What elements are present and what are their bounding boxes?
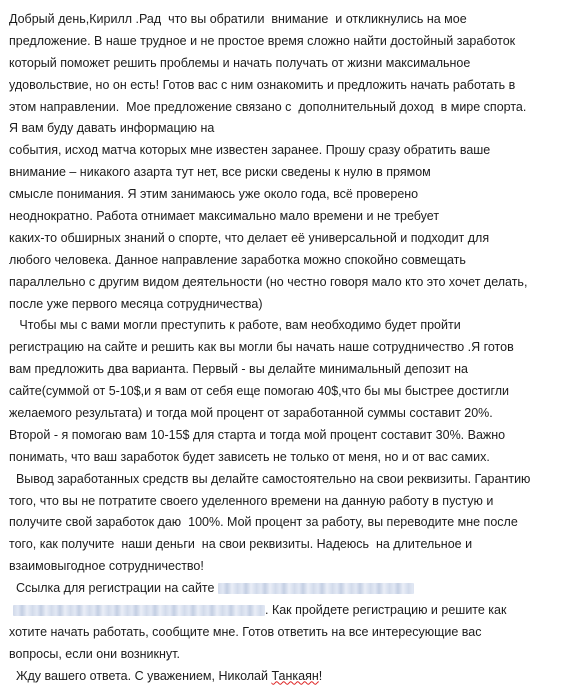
message-line: смысле понимания. Я этим занимаюсь уже около года, всё проверено <box>9 187 419 202</box>
message-line: параллельно с другим видом деятельности (но честно говоря мало кто это хочет делать, <box>9 274 528 289</box>
message-line: неоднократно. Работа отнимает максимально мало времени и не требует <box>9 209 440 224</box>
message-line: вопросы, если они возникнут. <box>9 646 180 661</box>
message-text: . Как пройдете регистрацию и решите как <box>265 603 507 618</box>
message-line: Добрый день,Кирилл .Рад что вы обратили внимание и откликнулись на мое <box>9 12 467 26</box>
redacted-link[interactable] <box>13 605 265 616</box>
message-line: вам предложить два варианта. Первый - вы делайте минимальный депозит на <box>9 362 468 377</box>
link-line-continued <box>9 600 555 622</box>
message-line: после уже первого месяца сотрудничества) <box>9 296 263 311</box>
closing-punct: ! <box>318 668 323 683</box>
message-line: регистрацию на сайте и решить как вы могли бы начать наше сотрудничество .Я готов <box>9 340 514 355</box>
message-line: хотите начать работать, сообщите мне. Готов ответить на все интересующие вас <box>9 624 482 639</box>
message-line: любого человека. Данное направление заработка можно спокойно совмещать <box>9 252 466 267</box>
message-line: получите свой заработок даю 100%. Мой процент за работу, вы переводите мне после <box>9 515 518 530</box>
message-line: предложение. В наше трудное и не простое время сложно найти достойный заработок <box>9 33 516 48</box>
message-line: Чтобы мы с вами могли преступить к работе, вам необходимо будет пройти <box>9 318 461 333</box>
message-line: Я вам буду давать информацию на <box>9 121 215 136</box>
signature-name: Танкаян <box>271 668 319 683</box>
message-line: взаимовыгодное сотрудничество! <box>9 559 204 574</box>
link-label: Ссылка для регистрации на сайте <box>9 581 215 596</box>
message-line: который поможет решить проблемы и начать получать от жизни максимальное <box>9 55 471 70</box>
message-line: события, исход матча которых мне известен заранее. Прошу сразу обратить ваше <box>9 143 491 158</box>
message-line: этом направлении. Мое предложение связано с дополнительный доход в мире спорта. <box>9 99 527 114</box>
message-line: каких-то обширных знаний о спорте, что делает её универсальной и подходит для <box>9 230 490 245</box>
redacted-link[interactable] <box>218 583 414 594</box>
message-line: сайте(суммой от 5-10$,и я вам от себя еще помогаю 40$,что бы мы быстрее достигли <box>9 384 510 399</box>
message-line: Вывод заработанных средств вы делайте самостоятельно на свои реквизиты. Гарантию <box>9 471 531 486</box>
message-line: Второй - я помогаю вам 10-15$ для старта и тогда мой процент составит 30%. Важно <box>9 427 506 442</box>
message-line: того, как получите наши деньги на свои реквизиты. Надеюсь на длительное и <box>9 537 473 552</box>
link-line <box>9 578 555 600</box>
message-body <box>9 9 555 688</box>
closing-line <box>9 666 555 688</box>
closing-text: Жду вашего ответа. С уважением, Николай <box>9 668 272 683</box>
message-line: желаемого результата) и тогда мой процент от заработанной суммы составит 20%. <box>9 406 493 421</box>
message-line: внимание – никакого азарта тут нет, все риски сведены к нулю в прямом <box>9 165 431 180</box>
message-line: понимать, что ваш заработок будет зависеть не только от меня, но и от вас самих. <box>9 449 490 464</box>
message-line: того, что вы не потратите своего уделенного времени на данную работу в пустую и <box>9 493 494 508</box>
message-line: удовольствие, но он есть! Готов вас с ним ознакомить и предложить начать работать в <box>9 77 516 92</box>
